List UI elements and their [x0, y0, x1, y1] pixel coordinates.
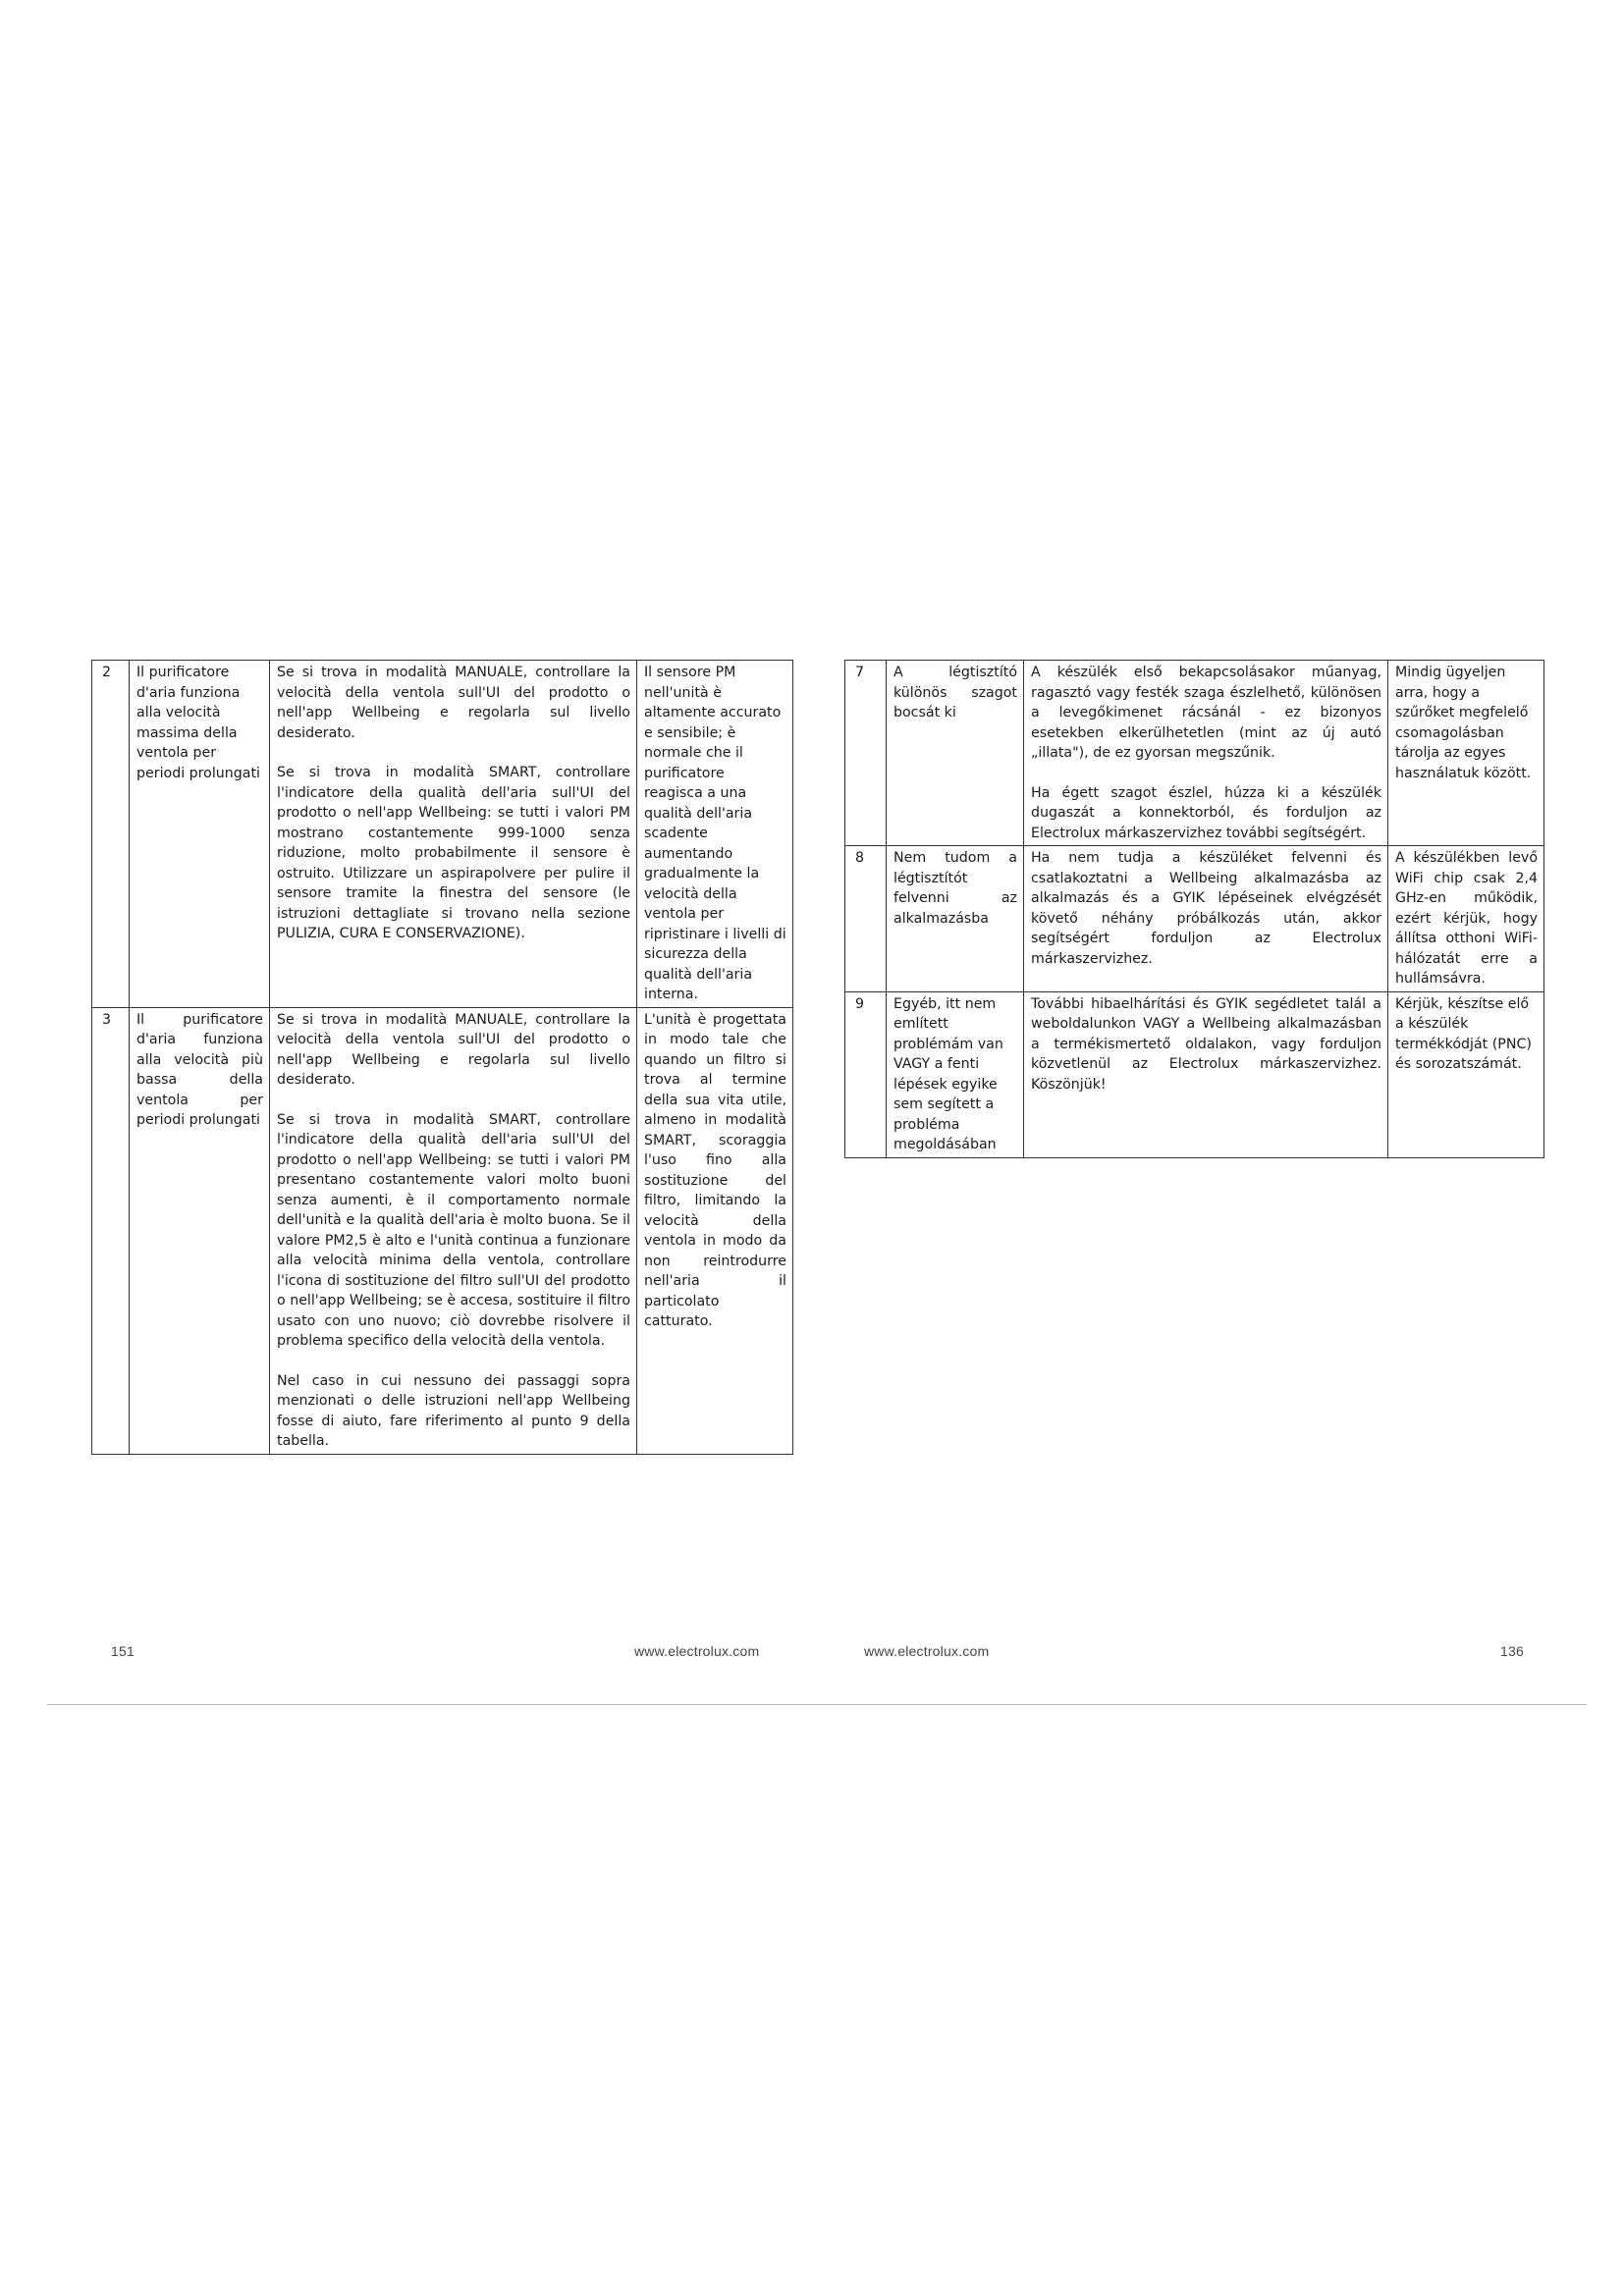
table-row: [92, 661, 793, 1008]
footer-url-right: www.electrolux.com: [864, 1643, 990, 1659]
solution-paragraph: Ha égett szagot észlel, húzza ki a készülék dugaszát a konnektorból, és forduljon az Electrolux márkaszervizhez további segítségért.: [1031, 784, 1381, 841]
solution-paragraph: További hibaelhárítási és GYIK segédletet talál a weboldalunkon VAGY a Wellbeing alkalmazásban a termékismertető oldalakon, vagy forduljon közvetlenül az Electrolux márkaszervizhez. Köszönjük!: [1031, 995, 1381, 1093]
solution-paragraph: Se si trova in modalità MANUALE, controllare la velocità della ventola sull'UI del prodotto o nell'app Wellbeing e regolarla sul livello desiderato.: [277, 1011, 630, 1088]
row-number: 3: [92, 1007, 130, 1454]
solution-cell: [1024, 846, 1388, 992]
troubleshooting-table-right: [844, 660, 1544, 1158]
note-cell: Mindig ügyeljen arra, hogy a szűrőket megfelelő csomagolásban tárolja az egyes használatuk között.: [1388, 661, 1544, 846]
note-cell: L'unità è progettata in modo tale che quando un filtro si trova al termine della sua vita utile, almeno in modalità SMART, scoraggia l'uso fino alla sostituzione del filtro, limitando la velocità della ventola in modo da non reintrodurre nell'aria il particolato catturato.: [637, 1007, 793, 1454]
page-number-right: 136: [1500, 1643, 1524, 1659]
solution-cell: [270, 1007, 637, 1454]
table-row: [845, 846, 1544, 992]
row-number: 7: [845, 661, 887, 846]
solution-paragraph: Se si trova in modalità MANUALE, controllare la velocità della ventola sull'UI del prodotto o nell'app Wellbeing e regolarla sul livello desiderato.: [277, 665, 630, 741]
solution-paragraph: A készülék első bekapcsolásakor műanyag, ragasztó vagy festék szaga észlelhető, különösen a levegőkimenet rácsánál - ez bizonyos esetekben elkerülhetetlen (mint az új autó „illata"), de ez gyorsan megszűnik.: [1031, 665, 1381, 761]
row-number: 9: [845, 991, 887, 1157]
row-number: 8: [845, 846, 887, 992]
solution-paragraph: Se si trova in modalità SMART, controllare l'indicatore della qualità dell'aria sull'UI del prodotto o nell'app Wellbeing: se tutti i valori PM mostrano costantemente 999-1000 senza riduzione, molto probabilmente il sensore è ostruito. Utilizzare un aspirapolvere per pulire il sensore tramite la finestra del sensore (le istruzioni dettagliate si trovano nella sezione PULIZIA, CURA E CONSERVAZIONE).: [277, 765, 630, 941]
problem-cell: Nem tudom a légtisztítót felvenni az alkalmazásba: [887, 846, 1024, 992]
solution-cell: [270, 661, 637, 1008]
bottom-divider: [47, 1704, 1587, 1705]
footer-url-left: www.electrolux.com: [634, 1643, 760, 1659]
solution-cell: [1024, 991, 1388, 1157]
note-cell: A készülékben levő WiFi chip csak 2,4 GHz-en működik, ezért kérjük, hogy állítsa otthoni WiFi-hálózatát erre a hullámsávra.: [1388, 846, 1544, 992]
solution-paragraph: Se si trova in modalità SMART, controllare l'indicatore della qualità dell'aria sull'UI del prodotto o nell'app Wellbeing: se tutti i valori PM presentano costantemente valori molto buoni senza aumenti, è il comportamento normale dell'unità e la qualità dell'aria è molto buona. Se il valore PM2,5 è alto e l'unità continua a funzionare alla velocità minima della ventola, controllare l'icona di sostituzione del filtro sull'UI del prodotto o nell'app Wellbeing; se è accesa, sostituire il filtro usato con uno nuovo; ciò dovrebbe risolvere il problema specifico della velocità della ventola.: [277, 1111, 630, 1349]
troubleshooting-table-left: [91, 660, 793, 1455]
table-row: [92, 1007, 793, 1454]
note-cell: Kérjük, készítse elő a készülék termékkódját (PNC) és sorozatszámát.: [1388, 991, 1544, 1157]
problem-cell: A légtisztító különös szagot bocsát ki: [887, 661, 1024, 846]
solution-paragraph: Nel caso in cui nessuno dei passaggi sopra menzionati o delle istruzioni nell'app Wellbeing fosse di aiuto, fare riferimento al punto 9 della tabella.: [277, 1372, 630, 1449]
table-row: [845, 991, 1544, 1157]
note-cell: Il sensore PM nell'unità è altamente accurato e sensibile; è normale che il purificatore reagisca a una qualità dell'aria scadente aumentando gradualmente la velocità della ventola per ripristinare i livelli di sicurezza della qualità dell'aria interna.: [637, 661, 793, 1008]
problem-cell: Il purificatore d'aria funziona alla velocità massima della ventola per periodi prolungati: [130, 661, 270, 1008]
problem-cell: Egyéb, itt nem említett problémám van VAGY a fenti lépések egyike sem segített a probléma megoldásában: [887, 991, 1024, 1157]
problem-cell: Il purificatore d'aria funziona alla velocità più bassa della ventola per periodi prolungati: [130, 1007, 270, 1454]
solution-paragraph: Ha nem tudja a készüléket felvenni és csatlakoztatni a Wellbeing alkalmazásba az alkalmazás és a GYIK lépéseinek elvégzését követő néhány próbálkozás után, akkor segítségért forduljon az Electrolux márkaszervizhez.: [1031, 850, 1381, 967]
table-row: [845, 661, 1544, 846]
solution-cell: [1024, 661, 1388, 846]
page-number-left: 151: [111, 1643, 135, 1659]
row-number: 2: [92, 661, 130, 1008]
